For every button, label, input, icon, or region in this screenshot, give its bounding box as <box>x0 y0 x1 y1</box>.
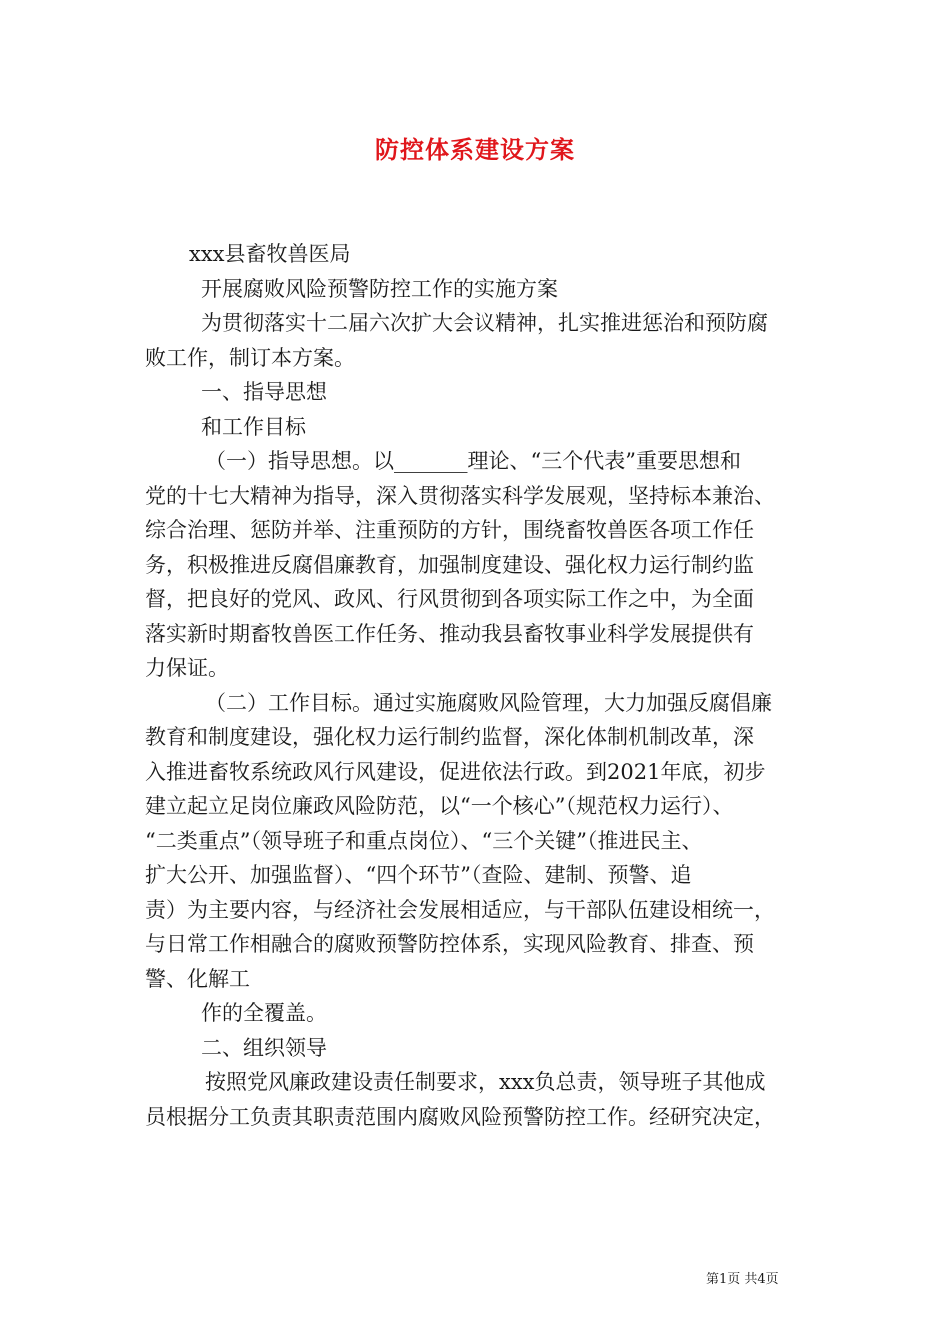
document-body <box>145 237 825 1134</box>
body-line: 力保证。 <box>145 656 229 680</box>
body-line: 开展腐败风险预警防控工作的实施方案 <box>201 276 558 301</box>
body-line: 督，把良好的党风、政风、行风贯彻到各项实际工作之中，为全面 <box>145 587 754 611</box>
body-line: 党的十七大精神为指导，深入贯彻落实科学发展观，坚持标本兼治、 <box>145 483 775 508</box>
body-line: 败工作，制订本方案。 <box>145 345 355 370</box>
body-line: （一）指导思想。以_______理论、“三个代表”重要思想和 <box>205 449 741 473</box>
body-line: 员根据分工负责其职责范围内腐败风险预警防控工作。经研究决定， <box>145 1104 775 1129</box>
body-line: 落实新时期畜牧兽医工作任务、推动我县畜牧事业科学发展提供有 <box>145 621 754 646</box>
body-line: 教育和制度建设，强化权力运行制约监督，深化体制机制改革，深 <box>145 725 754 749</box>
body-line: 入推进畜牧系统政风行风建设，促进依法行政。到2021年底，初步 <box>145 759 766 784</box>
body-line: 综合治理、惩防并举、注重预防的方针，围绕畜牧兽医各项工作任 <box>145 518 754 542</box>
body-line: 责）为主要内容，与经济社会发展相适应，与干部队伍建设相统一， <box>145 897 775 922</box>
body-line: 建立起立足岗位廉政风险防范，以“一个核心”（规范权力运行）、 <box>145 794 734 818</box>
body-line: 扩大公开、加强监督）、“四个环节”（查险、建制、预警、追 <box>145 863 692 887</box>
page-number: 第1页 共4页 <box>706 1272 779 1287</box>
body-line: 和工作目标 <box>201 414 306 439</box>
body-line: （二）工作目标。通过实施腐败风险管理，大力加强反腐倡廉 <box>205 690 772 715</box>
body-line: 按照党风廉政建设责任制要求，xxx负总责，领导班子其他成 <box>205 1070 766 1094</box>
body-line: 一、指导思想 <box>201 380 327 404</box>
document-title: 防控体系建设方案 <box>375 135 575 164</box>
body-line: “二类重点”（领导班子和重点岗位）、“三个关键”（推进民主、 <box>145 828 703 853</box>
body-line: 二、组织领导 <box>201 1035 327 1060</box>
body-line: 警、化解工 <box>145 966 250 991</box>
body-line: 作的全覆盖。 <box>201 1001 327 1025</box>
body-line: 务，积极推进反腐倡廉教育，加强制度建设、强化权力运行制约监 <box>145 552 754 577</box>
body-line: xxx县畜牧兽医局 <box>189 242 351 266</box>
body-line: 为贯彻落实十二届六次扩大会议精神，扎实推进惩治和预防腐 <box>201 311 768 335</box>
body-line: 与日常工作相融合的腐败预警防控体系，实现风险教育、排查、预 <box>145 932 754 956</box>
